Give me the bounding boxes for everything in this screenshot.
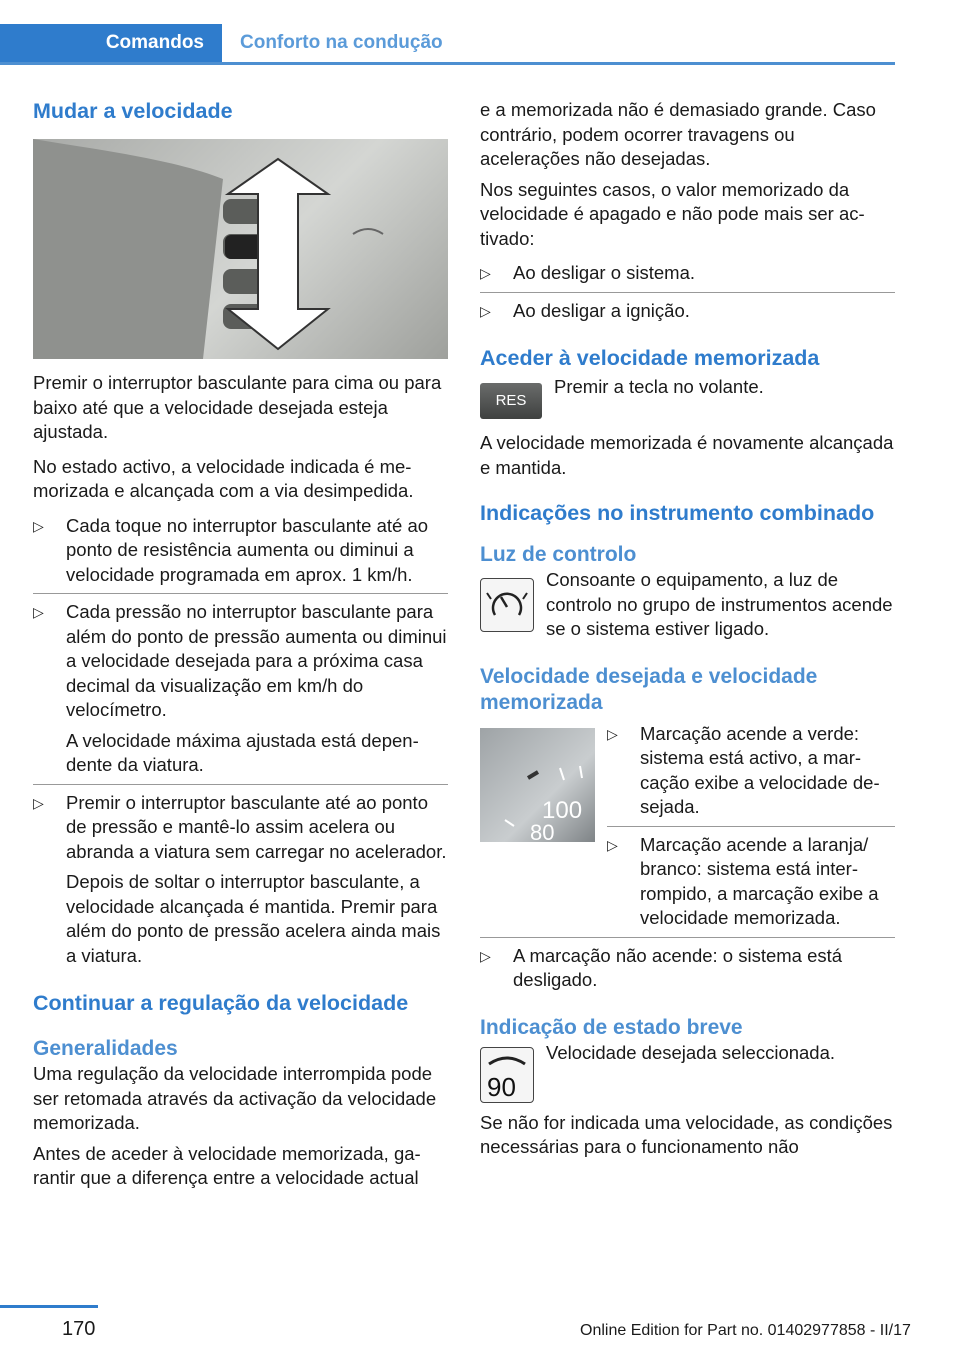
paragraph: No estado activo, a velocidade indicada é memorizada e alcançada com a via desimpedida. [33, 455, 414, 501]
paragraph: Premir o interruptor basculante para cima ou para baixo até que a velocidade desejada esteja ajustada. [33, 372, 442, 442]
section-title-indicacoes: Indicações no instrumento combinado [480, 501, 875, 525]
brief-number: 90 [487, 1071, 516, 1102]
edition-note: Online Edition for Part no. 01402977858 - II/17 [580, 1322, 911, 1339]
paragraph: Uma regulação da velocidade interrompida pode ser retomada através da activação da velocidade memorizada. [33, 1063, 437, 1133]
tab-conforto[interactable]: Conforto na condução [240, 32, 443, 53]
res-text: Premir a tecla no volante. [554, 376, 764, 397]
subsection-title-generalidades: Generalidades [33, 1037, 178, 1060]
res-label: RES [495, 392, 527, 409]
cruise-control-light-icon [480, 578, 534, 632]
speedometer-image [480, 728, 595, 842]
paragraph: e a memorizada não é demasiado grande. Caso contrário, podem ocorrer travagens ou acelerações não desejadas. [480, 99, 876, 169]
res-button-icon [480, 383, 542, 419]
list-item [480, 299, 895, 324]
list-item-text: Cada pressão no interruptor basculante para além do ponto de pressão aumenta ou diminui a velocidade desejada para a próxima casa decimal da visualização em km/h do velocímetro. [66, 601, 447, 720]
bullet-arrow-icon: ▷ [33, 604, 44, 620]
list-item [33, 514, 448, 588]
list-item-text: Ao desligar o sistema. [513, 262, 696, 283]
subsection-title-estado: Indicação de estado breve [480, 1015, 743, 1039]
bullet-arrow-icon: ▷ [607, 725, 618, 742]
list-item-text: Premir o interruptor basculante até ao ponto de pressão e mantê-lo assim acelera ou abranda a viatura sem carregar no acelerador. [66, 791, 447, 862]
light-row [480, 568, 895, 642]
gauge-label-80: 80 [530, 819, 555, 842]
list-item [480, 944, 895, 993]
list-item-note: Depois de soltar o interruptor basculante, a velocidade alcançada é mantida. Premir para além do ponto de pressão acelera ainda mais a viatura. [66, 871, 441, 966]
tab-comandos[interactable]: Comandos [0, 24, 222, 62]
section-title-mudar: Mudar a velocidade [33, 99, 233, 123]
steering-wheel-image [33, 139, 448, 359]
list-item [607, 722, 895, 820]
list-item-text: Marcação acende a verde: sistema está activo, a marcação exibe a velocidade desejada. [640, 722, 880, 817]
list-item-text: A marcação não acende: o sistema está desligado. [513, 944, 843, 990]
paragraph: A velocidade memorizada é novamente alcançada e mantida. [480, 432, 894, 478]
gauge-label-100: 100 [542, 796, 583, 824]
list-item-text: Marcação acende a laranja/ branco: sistema está interrompido, a marcação exibe a velocidade memorizada. [640, 833, 879, 928]
bullet-arrow-icon: ▷ [480, 947, 491, 964]
speed-90-icon [480, 1047, 534, 1103]
bullet-arrow-icon: ▷ [480, 265, 491, 281]
res-row [480, 376, 895, 427]
paragraph: Se não for indicada uma velocidade, as condições necessárias para o funcionamento não [480, 1111, 893, 1157]
right-column [480, 98, 895, 1160]
page-number: 170 [62, 1318, 96, 1340]
header-tabbar [0, 24, 895, 65]
bullet-arrow-icon: ▷ [480, 302, 491, 319]
subsection-title-velocidade: Velocidade desejada e velocidade memorizada [480, 664, 818, 714]
light-text: Consoante o equipamento, a luz de controlo no grupo de instrumentos acende se o sistema estiver ligado. [546, 569, 893, 639]
list-item [480, 261, 895, 286]
left-column [33, 98, 448, 1191]
paragraph: Antes de aceder à velocidade memorizada, garantir que a diferença entre a velocidade actual [33, 1142, 421, 1188]
list-item [607, 833, 895, 931]
bullet-arrow-icon: ▷ [33, 517, 44, 534]
brief-text: Velocidade desejada seleccionada. [546, 1041, 836, 1063]
paragraph: Nos seguintes casos, o valor memorizado da velocidade é apagado e não pode mais ser activado: [480, 178, 865, 249]
footer-rule [0, 1305, 98, 1308]
section-title-continuar: Continuar a regulação da velocidade [33, 991, 409, 1015]
speed-list [607, 722, 895, 931]
list-item-note: A velocidade máxima ajustada está dependente da viatura. [66, 729, 419, 775]
bullet-arrow-icon: ▷ [607, 836, 618, 853]
list-item [33, 791, 448, 969]
list-item-text: Cada toque no interruptor basculante até ao ponto de resistência aumenta ou diminui a velocidade programada em aprox. 1 km/h. [66, 514, 429, 585]
bullet-arrow-icon: ▷ [33, 794, 44, 811]
list-item-text: Ao desligar a ignição. [513, 299, 690, 321]
section-title-aceder: Aceder à velocidade memorizada [480, 346, 820, 370]
subsection-title-luz: Luz de controlo [480, 543, 637, 566]
brief-row [480, 1041, 895, 1105]
steering-wheel-illustration [33, 139, 448, 359]
speed-row [480, 722, 895, 931]
list-item [33, 600, 448, 778]
